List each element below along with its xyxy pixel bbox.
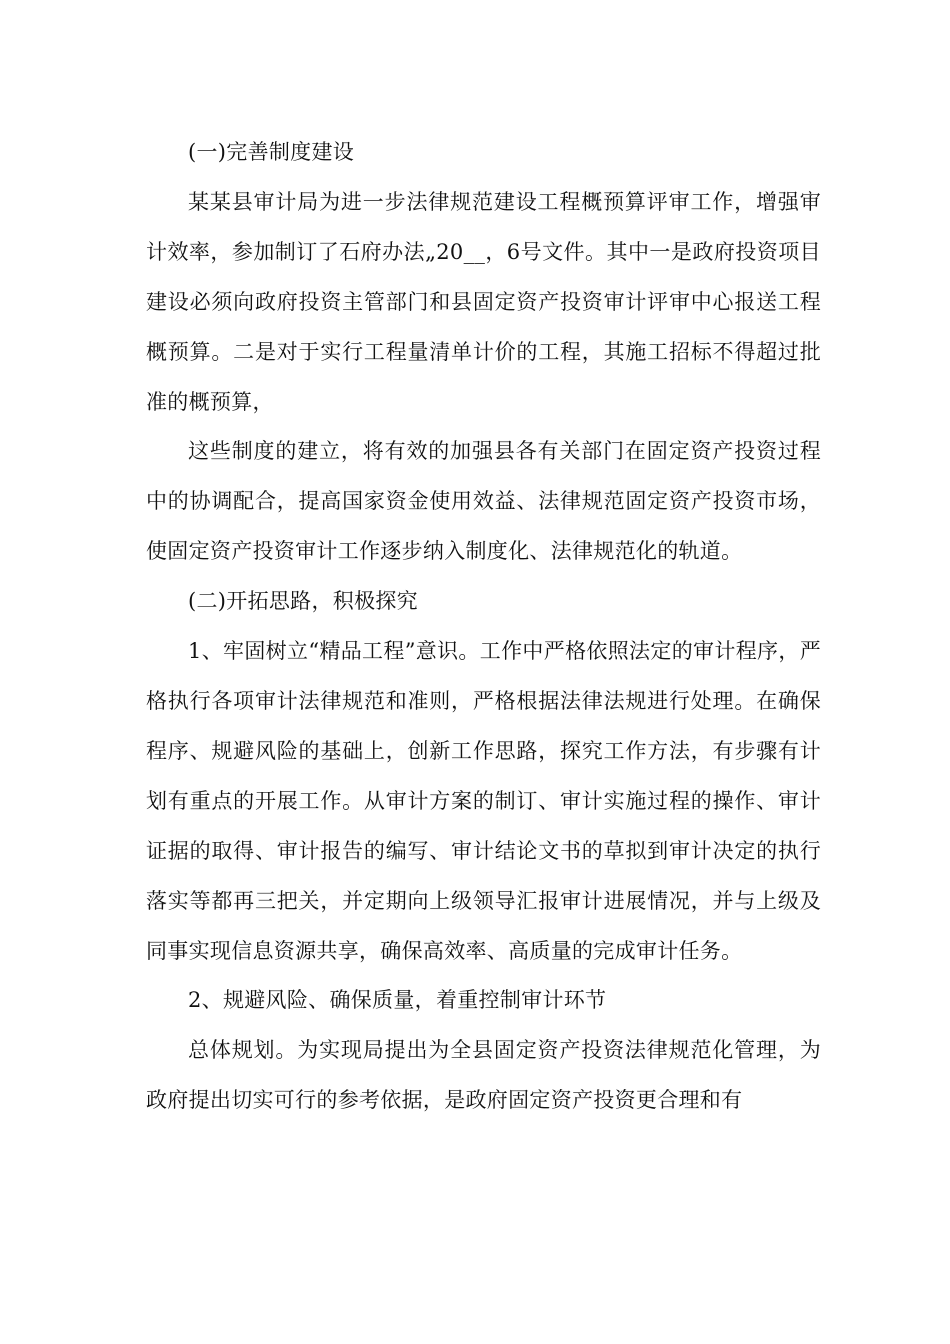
paragraph-quality-awareness: 1、牢固树立“精品工程”意识。工作中严格依照法定的审计程序，严格执行各项审计法律规范和准则，严格根据法律法规进行处理。在确保程序、规避风险的基础上，创新工作思路，探究工作方法，有步骤有计划有重点的开展工作。从审计方案的制订、审计实施过程的操作、审计证据的取得、审计报告的编写、审计结论文书的草拟到审计决定的执行落实等都再三把关，并定期向上级领导汇报审计进展情况，并与上级及同事实现信息资源共享，确保高效率、高质量的完成审计任务。	[146, 639, 821, 963]
heading-section-1: (一)完善制度建设	[188, 140, 355, 164]
document-body	[146, 128, 821, 1126]
paragraph-overall-planning: 总体规划。为实现局提出为全县固定资产投资法律规范化管理，为政府提出切实可行的参考依据，是政府固定资产投资更合理和有	[146, 1038, 821, 1113]
subheading-risk-control: 2、规避风险、确保质量，着重控制审计环节	[188, 988, 607, 1013]
heading-section-2: (二)开拓思路，积极探究	[188, 589, 418, 614]
paragraph-system-building: 某某县审计局为进一步法律规范建设工程概预算评审工作，增强审计效率，参加制订了石府办法„20__，6号文件。其中一是政府投资项目建设必须向政府投资主管部门和县固定资产投资审计评审中心报送工程概预算。二是对于实行工程量清单计价的工程，其施工招标不得超过批准的概预算，	[146, 189, 821, 414]
paragraph-system-effect: 这些制度的建立，将有效的加强县各有关部门在固定资产投资过程中的协调配合，提高国家资金使用效益、法律规范固定资产投资市场，使固定资产投资审计工作逐步纳入制度化、法律规范化的轨道。	[146, 439, 821, 564]
